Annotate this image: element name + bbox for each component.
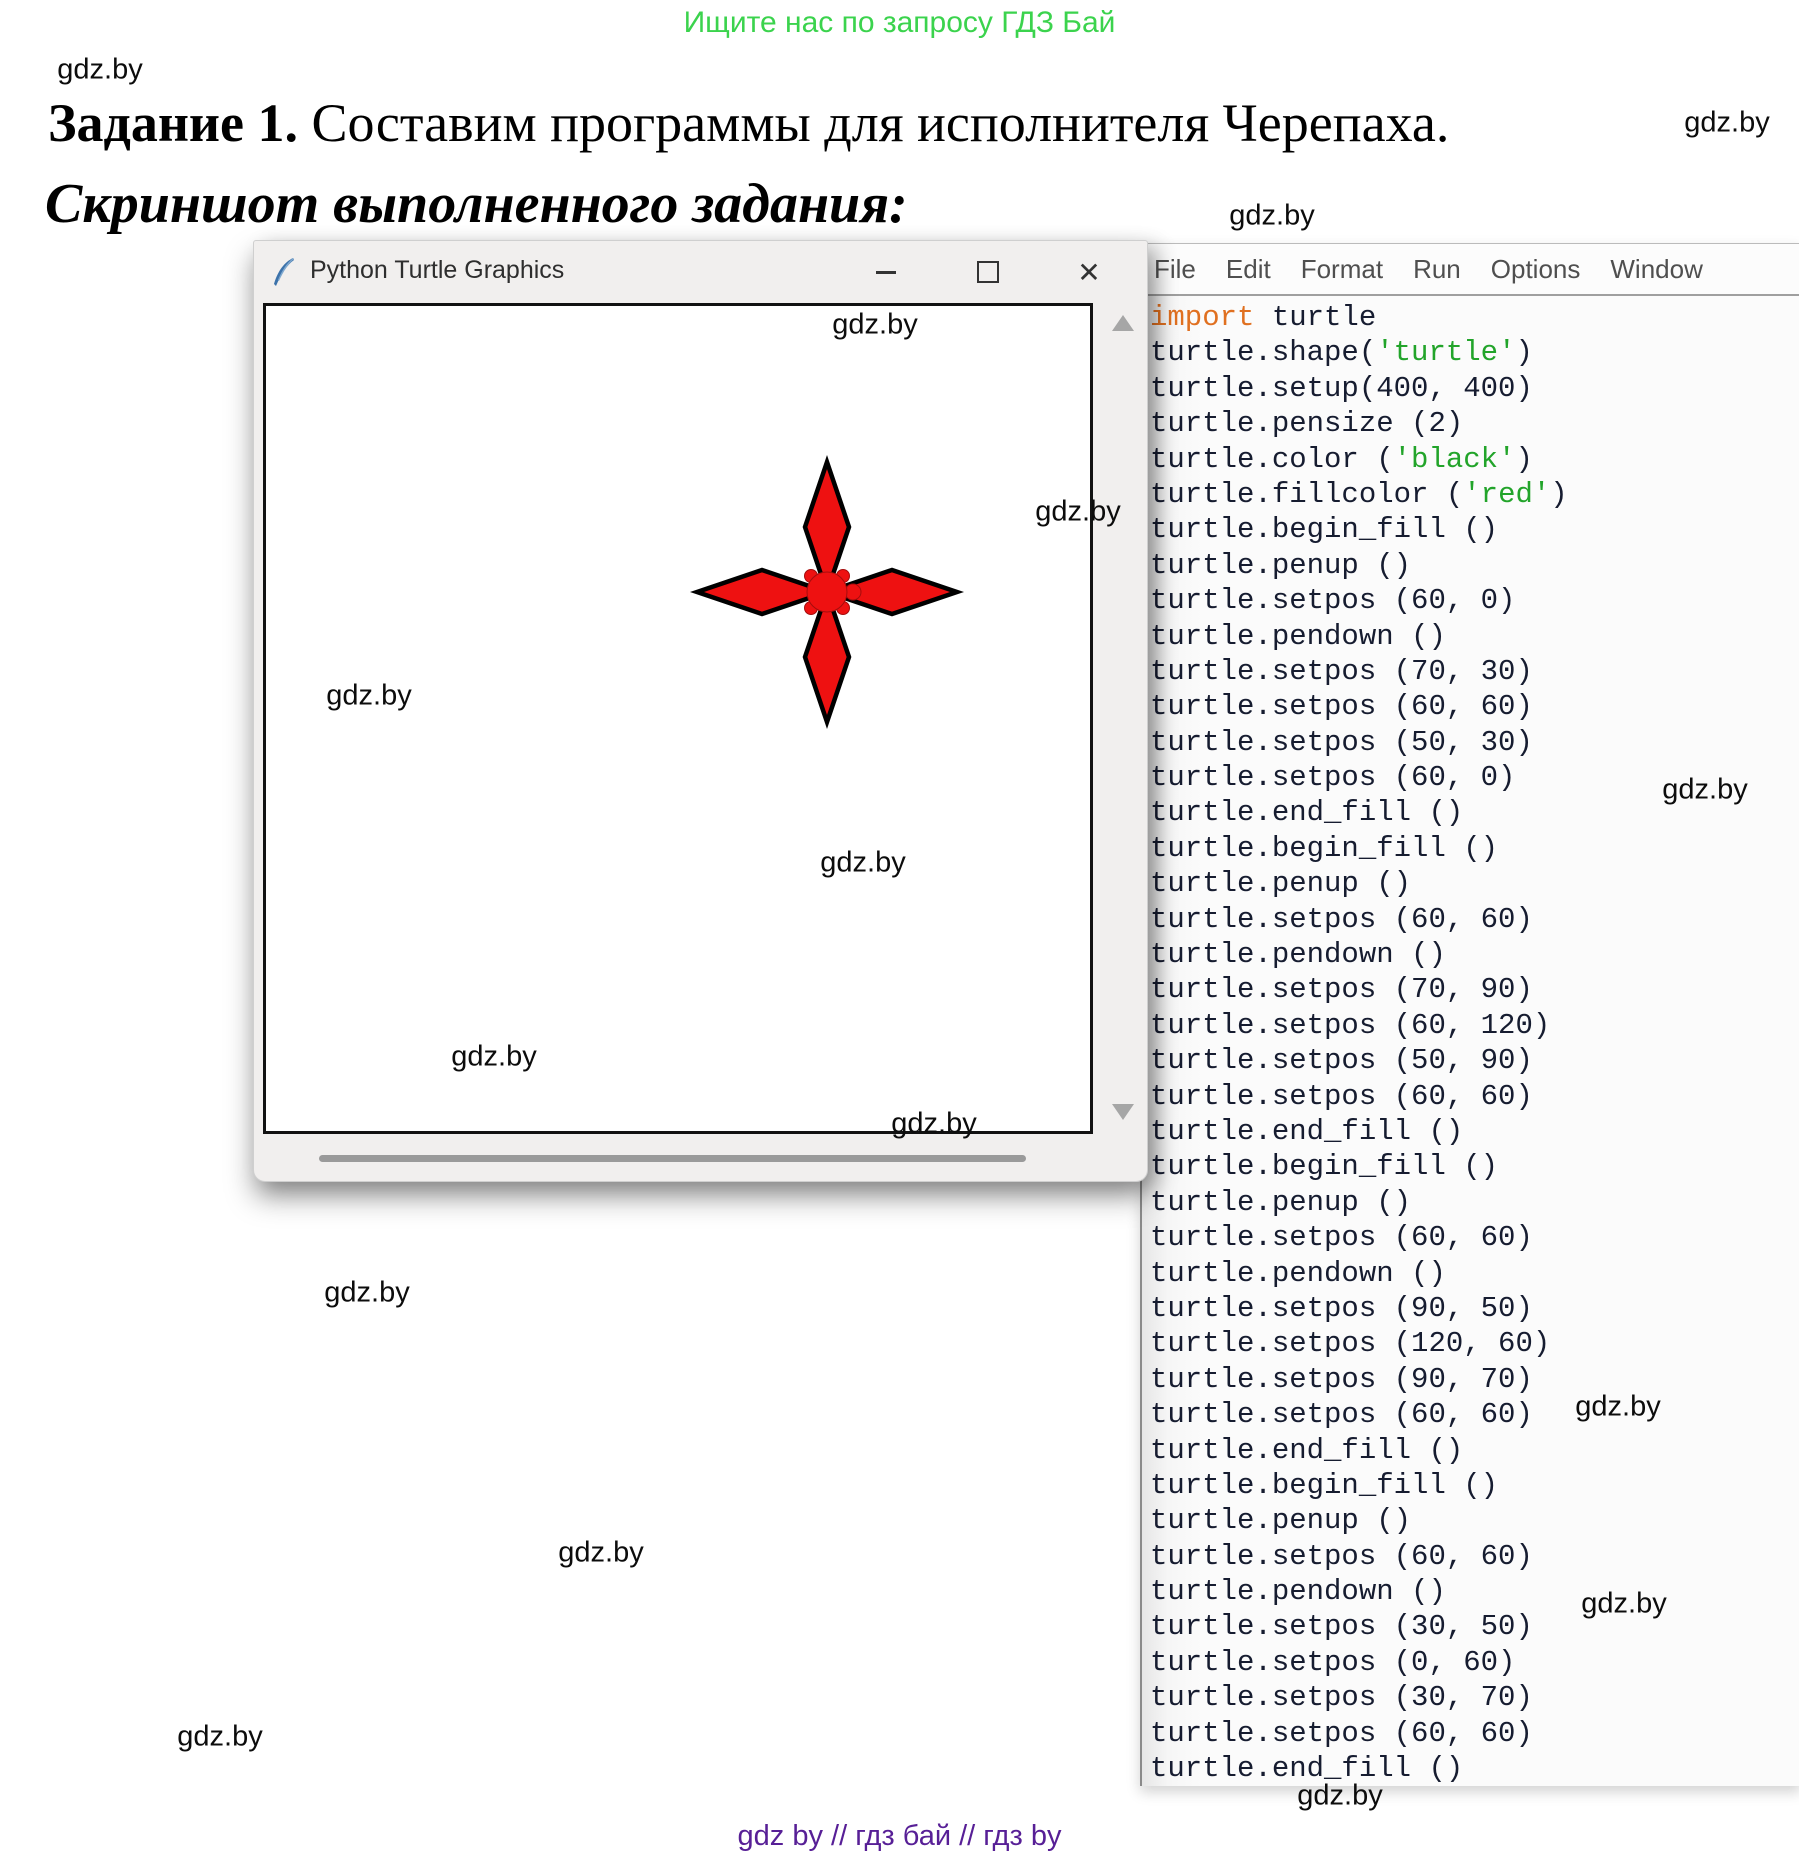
- window-title: Python Turtle Graphics: [310, 256, 565, 284]
- watermark: gdz.by: [1684, 106, 1770, 139]
- task-label: Задание 1.: [48, 93, 299, 153]
- code-area[interactable]: import turtle turtle.shape('turtle') turtle.setup(400, 400) turtle.pensize (2) turtle.color ('black') turtle.fillcolor ('red') turtle.begin_fill () turtle.penup () turtle.setpos (60, 0) turtle.pendown () turtle.setpos (70, 30) turtle.setpos (60, 60) turtle.setpos (50, 30) turtle.setpos (60, 0) turtle.end_fill () turtle.begin_fill () turtle.penup () turtle.setpos (60, 60) turtle.pendown () turtle.setpos (70, 90) turtle.setpos (60, 120) turtle.setpos (50, 90) turtle.setpos (60, 60) turtle.end_fill () turtle.begin_fill () turtle.penup () turtle.setpos (60, 60) turtle.pendown () turtle.setpos (90, 50) turtle.setpos (120, 60) turtle.setpos (90, 70) turtle.setpos (60, 60) turtle.end_fill () turtle.begin_fill () turtle.penup () turtle.setpos (60, 60) turtle.pendown () turtle.setpos (30, 50) turtle.setpos (0, 60) turtle.setpos (30, 70) turtle.setpos (60, 60) turtle.end_fill (): [1150, 301, 1568, 1786]
- horizontal-scrollbar-thumb[interactable]: [319, 1155, 1026, 1162]
- minimize-icon: [876, 271, 896, 274]
- minimize-button[interactable]: [856, 241, 916, 303]
- close-button[interactable]: ✕: [1077, 256, 1101, 288]
- menu-options[interactable]: Options: [1490, 253, 1581, 284]
- menu-run[interactable]: Run: [1413, 253, 1461, 284]
- watermark: gdz.by: [451, 1040, 537, 1073]
- idle-editor-pane: [1140, 243, 1799, 1786]
- watermark: gdz.by: [1229, 199, 1315, 232]
- task-text: Составим программы для исполнителя Черепаха.: [298, 93, 1450, 153]
- task-heading: [48, 92, 1668, 154]
- watermark: gdz.by: [1297, 1779, 1383, 1812]
- turtle-canvas: [263, 303, 1093, 1134]
- python-feather-icon: [270, 257, 296, 287]
- menu-file[interactable]: File: [1154, 253, 1196, 284]
- watermark: gdz.by: [832, 308, 918, 341]
- menu-edit[interactable]: Edit: [1225, 253, 1271, 284]
- red-star-drawing: [266, 306, 1090, 1131]
- watermark: gdz.by: [1575, 1390, 1661, 1423]
- watermark: gdz.by: [57, 53, 143, 86]
- watermark: gdz.by: [1035, 495, 1121, 528]
- subtitle: Скриншот выполненного задания:: [45, 173, 908, 235]
- watermark: gdz.by: [177, 1720, 263, 1753]
- menu-window[interactable]: Window: [1610, 253, 1703, 284]
- watermark: gdz.by: [1662, 773, 1748, 806]
- promo-text: Ищите нас по запросу ГДЗ Бай: [683, 6, 1116, 39]
- watermark: gdz.by: [820, 846, 906, 879]
- watermark: gdz.by: [326, 679, 412, 712]
- watermark: gdz.by: [558, 1536, 644, 1569]
- menu-format[interactable]: Format: [1300, 253, 1384, 284]
- watermark: gdz.by: [324, 1276, 410, 1309]
- turtle-graphics-window: [253, 240, 1148, 1182]
- maximize-icon: [977, 261, 999, 283]
- maximize-button[interactable]: [958, 241, 1018, 303]
- footer-text: gdz by // гдз бай // гдз by: [737, 1820, 1062, 1852]
- scroll-up-icon[interactable]: [1112, 315, 1134, 331]
- titlebar[interactable]: [254, 241, 1147, 303]
- vertical-scrollbar[interactable]: [1104, 303, 1140, 1134]
- scroll-down-icon[interactable]: [1112, 1104, 1134, 1120]
- watermark: gdz.by: [891, 1107, 977, 1140]
- watermark: gdz.by: [1581, 1587, 1667, 1620]
- editor-menubar: [1142, 244, 1799, 296]
